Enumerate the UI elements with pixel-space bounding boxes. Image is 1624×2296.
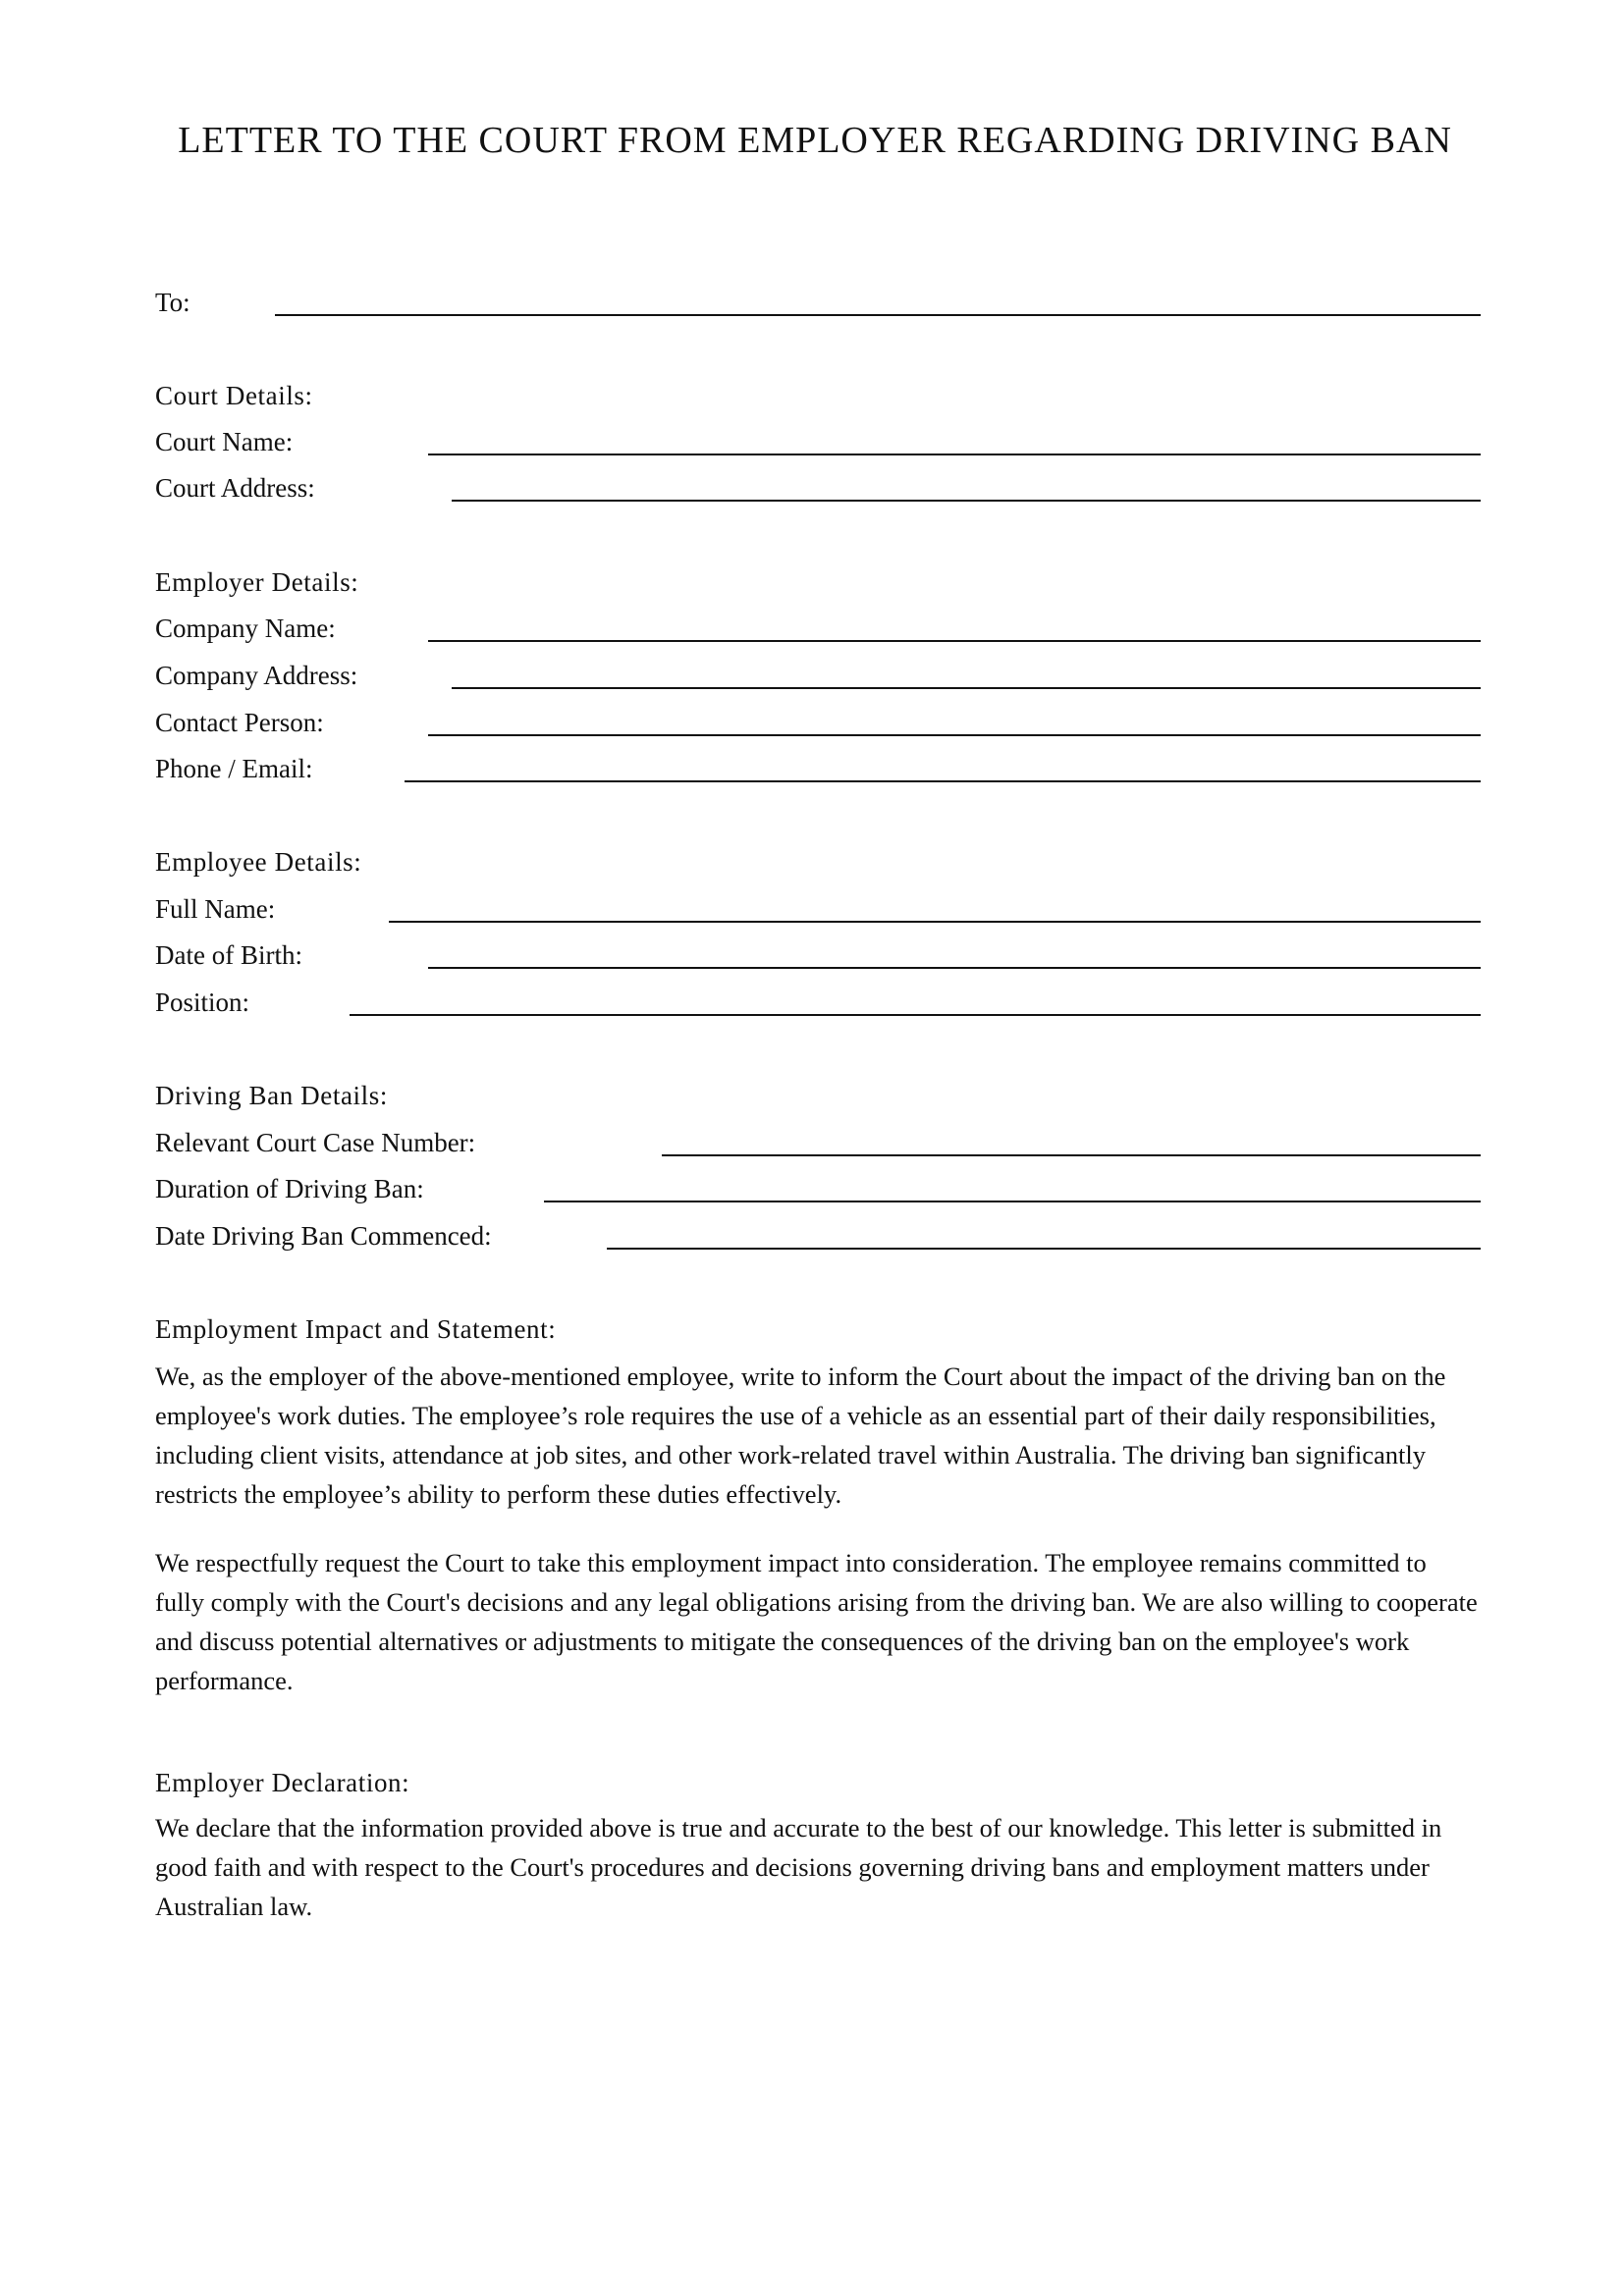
company-address-field [155, 656, 1481, 703]
position-field [155, 983, 1481, 1030]
ban-duration-input-line[interactable] [544, 1201, 1481, 1202]
court-name-label: Court Name: [155, 427, 294, 456]
ban-duration-label: Duration of Driving Ban: [155, 1174, 424, 1203]
position-label: Position: [155, 988, 250, 1017]
court-name-field [155, 422, 1481, 469]
case-number-field [155, 1123, 1481, 1170]
court-address-field [155, 468, 1481, 515]
company-name-field [155, 609, 1481, 656]
date-of-birth-field [155, 935, 1481, 983]
phone-email-input-line[interactable] [405, 780, 1481, 782]
company-address-input-line[interactable] [452, 687, 1481, 689]
court-address-label: Court Address: [155, 473, 315, 503]
court-address-input-line[interactable] [452, 500, 1481, 502]
court-details-heading: Court Details: [155, 381, 313, 410]
date-of-birth-label: Date of Birth: [155, 940, 302, 970]
employer-details-heading: Employer Details: [155, 567, 359, 597]
to-input-line[interactable] [275, 314, 1481, 316]
full-name-field [155, 889, 1481, 936]
contact-person-label: Contact Person: [155, 708, 324, 737]
company-name-input-line[interactable] [428, 640, 1481, 642]
ban-commenced-input-line[interactable] [607, 1248, 1481, 1250]
to-field [155, 283, 1481, 330]
phone-email-label: Phone / Email: [155, 754, 313, 783]
date-of-birth-input-line[interactable] [428, 967, 1481, 969]
contact-person-input-line[interactable] [428, 734, 1481, 736]
full-name-label: Full Name: [155, 894, 276, 924]
position-input-line[interactable] [350, 1014, 1481, 1016]
full-name-input-line[interactable] [389, 921, 1481, 923]
ban-commenced-field [155, 1216, 1481, 1263]
case-number-input-line[interactable] [662, 1154, 1481, 1156]
phone-email-field [155, 749, 1481, 796]
company-address-label: Company Address: [155, 661, 358, 690]
employment-impact-heading: Employment Impact and Statement: [155, 1314, 557, 1344]
company-name-label: Company Name: [155, 614, 336, 643]
employee-details-heading: Employee Details: [155, 847, 362, 877]
contact-person-field [155, 703, 1481, 750]
court-name-input-line[interactable] [428, 454, 1481, 455]
ban-duration-field [155, 1169, 1481, 1216]
ban-commenced-label: Date Driving Ban Commenced: [155, 1221, 492, 1251]
impact-paragraph-1: We, as the employer of the above-mentioned employee, write to inform the Court about the impact of the driving ban on the employee's work duties. The employee’s role requires the use of a vehicle as an essential part of their daily responsibilities, including client visits, attendance at job sites, and other work-related travel within Australia. The driving ban significantly restricts the employee’s ability to perform these duties effectively. [155, 1362, 1446, 1509]
case-number-label: Relevant Court Case Number: [155, 1128, 476, 1157]
declaration-paragraph: We declare that the information provided above is true and accurate to the best of our knowledge. This letter is submitted in good faith and with respect to the Court's procedures and decisions governing driving bans and employment matters under Australian law. [155, 1813, 1442, 1921]
to-label: To: [155, 288, 190, 317]
document-title: LETTER TO THE COURT FROM EMPLOYER REGARDING DRIVING BAN [178, 120, 1452, 161]
driving-ban-details-heading: Driving Ban Details: [155, 1081, 388, 1110]
impact-paragraph-2: We respectfully request the Court to take this employment impact into consideration. The employee remains committed to fully comply with the Court's decisions and any legal obligations arising from the driving ban. We are also willing to cooperate and discuss potential alternatives or adjustments to mitigate the consequences of the driving ban on the employee's work performance. [155, 1548, 1478, 1695]
employer-declaration-heading: Employer Declaration: [155, 1768, 410, 1797]
